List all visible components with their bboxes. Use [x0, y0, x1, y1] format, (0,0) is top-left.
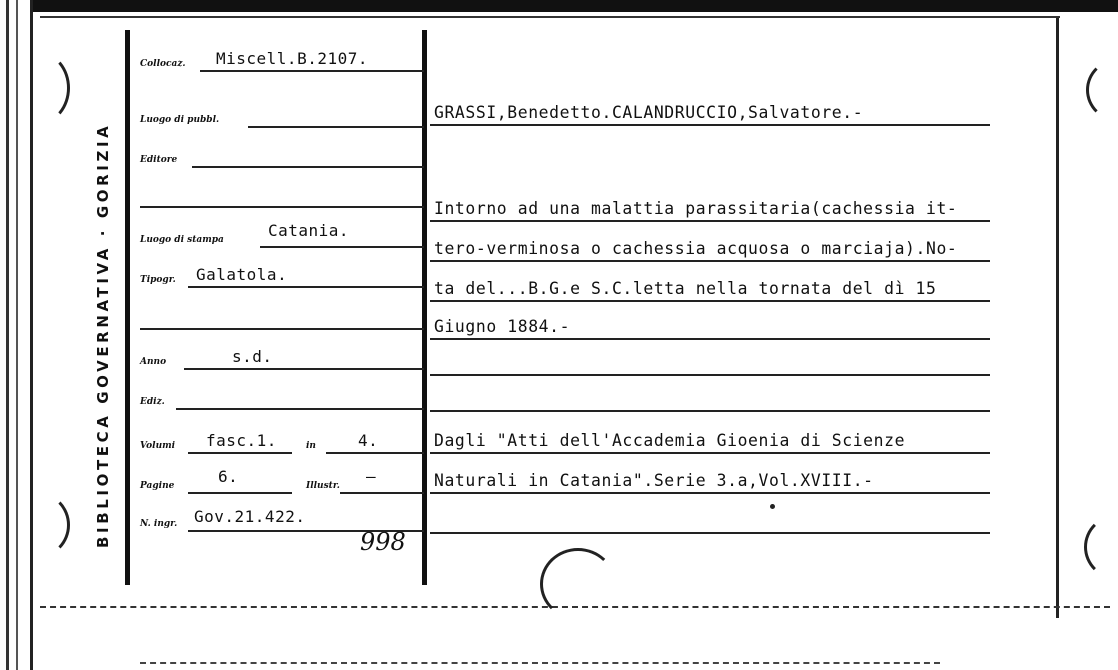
- field-label: Ediz.: [140, 397, 165, 407]
- field-edizione: [140, 380, 424, 410]
- field-label-in: in: [306, 441, 316, 451]
- description-line: [430, 460, 990, 494]
- ink-dot: [770, 504, 775, 509]
- field-label: N. ingr.: [140, 519, 178, 529]
- field-value: Miscell.B.2107.: [216, 49, 368, 68]
- punch-hole-left-top: [10, 52, 70, 124]
- punch-hole-right-bottom: [1084, 514, 1118, 580]
- field-label: Tipogr.: [140, 275, 176, 285]
- description-text: Giugno 1884.-: [434, 317, 571, 336]
- field-value: Galatola.: [196, 265, 288, 284]
- next-card-edge: [140, 662, 940, 664]
- description-line: [430, 228, 990, 262]
- field-volumi: [140, 424, 424, 454]
- field-label-illustr: Illustr.: [306, 481, 340, 491]
- field-value-illustr: —: [366, 467, 377, 486]
- field-editore: [140, 138, 424, 168]
- description-line: [430, 92, 990, 126]
- field-label: Luogo di stampa: [140, 235, 224, 245]
- description-text: Naturali in Catania".Serie 3.a,Vol.XVIII.-: [434, 471, 874, 490]
- field-label: Volumi: [140, 441, 176, 451]
- card-right-edge: [1056, 18, 1059, 618]
- field-label: Pagine: [140, 481, 175, 491]
- field-label: Luogo di pubbl.: [140, 115, 220, 125]
- field-value: Catania.: [268, 221, 350, 240]
- field-blank: [140, 178, 424, 208]
- field-luogo-stampa: [140, 218, 424, 248]
- field-label: Anno: [140, 357, 167, 367]
- punch-hole-left-bottom: [6, 492, 70, 558]
- description-line: [430, 268, 990, 302]
- description-text: Dagli "Atti dell'Accademia Gioenia di Scienze: [434, 431, 906, 450]
- description-line: [430, 420, 990, 454]
- description-line: [430, 306, 990, 340]
- field-value: Gov.21.422.: [194, 507, 306, 526]
- description-line: [430, 500, 990, 534]
- library-stamp: BIBLIOTECA GOVERNATIVA · GORIZIA: [94, 122, 112, 548]
- description-text: GRASSI,Benedetto.CALANDRUCCIO,Salvatore.-: [434, 103, 864, 122]
- field-pagine: [140, 464, 424, 494]
- punch-hole-right-top: [1086, 58, 1118, 122]
- scan-top-border: [0, 0, 1118, 12]
- description-line: [430, 188, 990, 222]
- field-collocazione: [140, 42, 424, 72]
- description-line: [430, 378, 990, 412]
- field-value: fasc.1.: [206, 431, 277, 450]
- field-label: Collocaz.: [140, 59, 186, 69]
- field-label: Editore: [140, 155, 178, 165]
- handwritten-number: 998: [360, 528, 406, 556]
- description-line: [430, 342, 990, 376]
- field-value: s.d.: [232, 347, 273, 366]
- description-text: tero-verminosa o cachessia acquosa o marciaja).No-: [434, 239, 958, 258]
- field-blank-2: [140, 300, 424, 330]
- description-text: Intorno ad una malattia parassitaria(cachessia it-: [434, 199, 958, 218]
- field-value: 6.: [218, 467, 239, 486]
- description-text: ta del...B.G.e S.C.letta nella tornata del dì 15: [434, 279, 937, 298]
- field-value-in: 4.: [358, 431, 379, 450]
- field-tipografia: [140, 258, 424, 288]
- punch-hole-bottom: [540, 548, 616, 620]
- left-divider: [125, 30, 130, 585]
- card-top-edge: [40, 16, 1060, 18]
- field-anno: [140, 340, 424, 370]
- field-luogo-pubbl: [140, 98, 424, 128]
